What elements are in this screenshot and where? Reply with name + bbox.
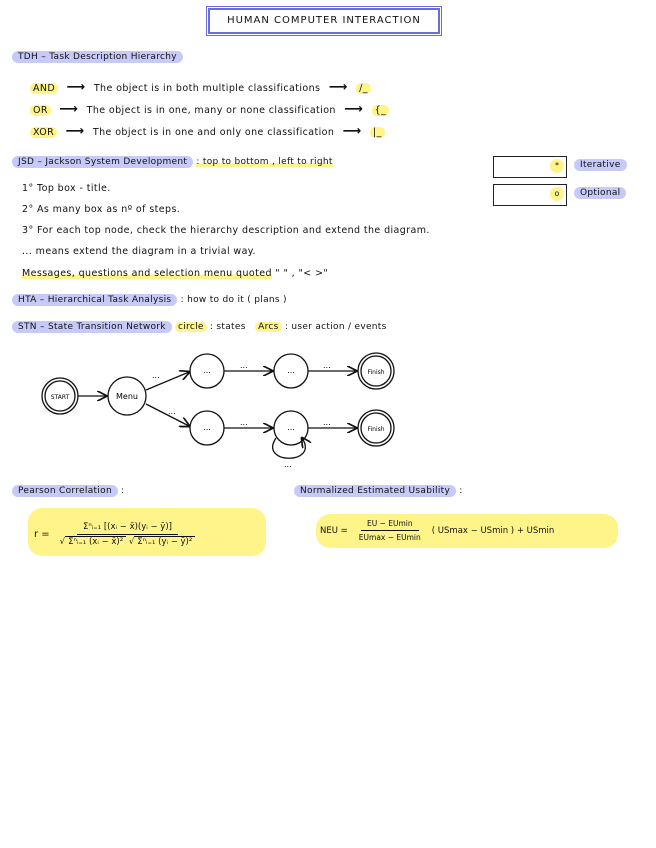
hta-heading-text: HTA – Hierarchical Task Analysis xyxy=(12,294,177,306)
neu-colon: : xyxy=(459,486,463,496)
legend-optional-text: Optional xyxy=(574,187,626,199)
node-state-label: ... xyxy=(203,423,211,432)
stn-heading xyxy=(12,322,387,332)
jsd-heading xyxy=(12,157,333,167)
pearson-heading xyxy=(12,486,124,496)
optional-circle-icon: o xyxy=(550,187,564,201)
legend-optional-label xyxy=(574,188,626,198)
neu-formula-card xyxy=(316,514,618,548)
pearson-heading-text: Pearson Correlation xyxy=(12,485,118,497)
edge-label: ... xyxy=(240,361,248,370)
node-state-label: ... xyxy=(287,423,295,432)
legend-iterative-box xyxy=(493,156,567,178)
neu-lhs: NEU = xyxy=(320,525,348,536)
edge-label: ... xyxy=(168,407,176,416)
loop-label: ... xyxy=(284,460,292,469)
tdh-op-or: OR xyxy=(30,105,51,116)
tdh-heading xyxy=(12,52,183,62)
tdh-symbol-or: {_ xyxy=(372,105,390,116)
stn-arcs-label: Arcs xyxy=(255,322,282,332)
tdh-row-text: The object is in both multiple classifications xyxy=(93,83,321,94)
node-state-a1 xyxy=(190,354,224,388)
arrow-right-icon: ⟶ xyxy=(323,80,353,95)
stn-diagram xyxy=(30,340,410,475)
legend-optional-box xyxy=(493,184,567,206)
jsd-step-3: 3° For each top node, check the hierarchy description and extend the diagram. xyxy=(22,225,430,236)
neu-heading-text: Normalized Estimated Usability xyxy=(294,485,456,497)
pearson-lhs: r = xyxy=(34,529,50,540)
node-state-b2 xyxy=(274,411,308,445)
node-finish-b xyxy=(358,410,394,446)
iterative-star-icon: * xyxy=(550,159,564,173)
hta-heading xyxy=(12,295,287,305)
neu-denominator: EUmax − EUmin xyxy=(358,533,421,542)
jsd-messages xyxy=(22,268,328,279)
hta-text: : how to do it ( plans ) xyxy=(180,295,287,305)
neu-heading xyxy=(294,486,463,496)
jsd-step-1: 1° Top box - title. xyxy=(22,183,111,194)
node-menu-label: Menu xyxy=(116,392,138,401)
neu-rest: ( USmax − USmin ) + USmin xyxy=(431,525,555,536)
tdh-symbol-and: /_ xyxy=(356,83,371,94)
tdh-row-and xyxy=(30,80,371,95)
neu-formula xyxy=(320,519,554,542)
edge-label: ... xyxy=(323,361,331,370)
neu-numerator: EU − EUmin xyxy=(361,519,419,531)
tdh-symbol-xor: |_ xyxy=(370,127,385,138)
jsd-messages-label: Messages, questions and selection menu quoted xyxy=(22,268,272,279)
legend-iterative-label xyxy=(574,160,627,170)
neu-fraction xyxy=(353,519,427,542)
pearson-formula xyxy=(34,522,201,547)
arrow-right-icon: ⟶ xyxy=(61,80,91,95)
jsd-step-2: 2° As many box as nº of steps. xyxy=(22,204,181,215)
arrow-right-icon: ⟶ xyxy=(339,102,369,117)
stn-circle-label: circle xyxy=(175,322,207,332)
jsd-step-trivial: ... means extend the diagram in a trivial way. xyxy=(22,246,256,257)
pearson-colon: : xyxy=(121,486,125,496)
node-finish-label: Finish xyxy=(367,426,385,433)
edge-label: ... xyxy=(323,418,331,427)
edge-label: ... xyxy=(152,371,160,380)
node-state-label: ... xyxy=(203,366,211,375)
tdh-row-text: The object is in one and only one classification xyxy=(92,127,335,138)
stn-circle-desc: : states xyxy=(209,322,246,332)
stn-heading-text: STN – State Transition Network xyxy=(12,321,172,333)
edge-label: ... xyxy=(240,418,248,427)
arrow-right-icon: ⟶ xyxy=(54,102,84,117)
arrow-right-icon: ⟶ xyxy=(337,124,367,139)
node-finish-a xyxy=(358,353,394,389)
arrow-right-icon: ⟶ xyxy=(60,124,90,139)
tdh-row-xor xyxy=(30,124,385,139)
pearson-fraction: $\frac{\text{Σⁿᵢ₌₁ [(xᵢ − x̄)(yᵢ − ȳ)]}}{\text{√ Σⁿᵢ₌₁ (xᵢ − x̄)² √ Σⁿᵢ₌₁ (yᵢ − ȳ)²}}$ xyxy=(54,522,202,547)
node-state-label: ... xyxy=(287,366,295,375)
legend-iterative-text: Iterative xyxy=(574,159,627,171)
node-start xyxy=(42,378,78,414)
tdh-row-text: The object is in one, many or none classification xyxy=(86,105,336,116)
node-menu xyxy=(108,377,146,415)
edge-self-loop xyxy=(273,438,306,458)
tdh-row-or xyxy=(30,102,389,117)
jsd-subtitle: : top to bottom , left to right xyxy=(196,157,333,167)
pearson-denominator-a: Σⁿᵢ₌₁ (xᵢ − x̄)² xyxy=(65,536,126,547)
node-state-b1 xyxy=(190,411,224,445)
pearson-formula-card xyxy=(28,508,266,556)
pearson-denominator-b: Σⁿᵢ₌₁ (yᵢ − ȳ)² xyxy=(134,536,195,547)
jsd-messages-quotes: " " , "< >" xyxy=(275,268,329,279)
stn-arcs-desc: : user action / events xyxy=(284,322,387,332)
tdh-heading-text: TDH – Task Description Hierarchy xyxy=(12,51,183,63)
page-title: HUMAN COMPUTER INTERACTION xyxy=(208,8,440,34)
pearson-numerator: Σⁿᵢ₌₁ [(xᵢ − x̄)(yᵢ − ȳ)] xyxy=(77,522,178,535)
tdh-op-xor: XOR xyxy=(30,127,57,138)
node-finish-label: Finish xyxy=(367,369,385,376)
node-start-label: START xyxy=(50,394,70,401)
tdh-op-and: AND xyxy=(30,83,58,94)
node-state-a2 xyxy=(274,354,308,388)
jsd-heading-text: JSD – Jackson System Development xyxy=(12,156,193,168)
